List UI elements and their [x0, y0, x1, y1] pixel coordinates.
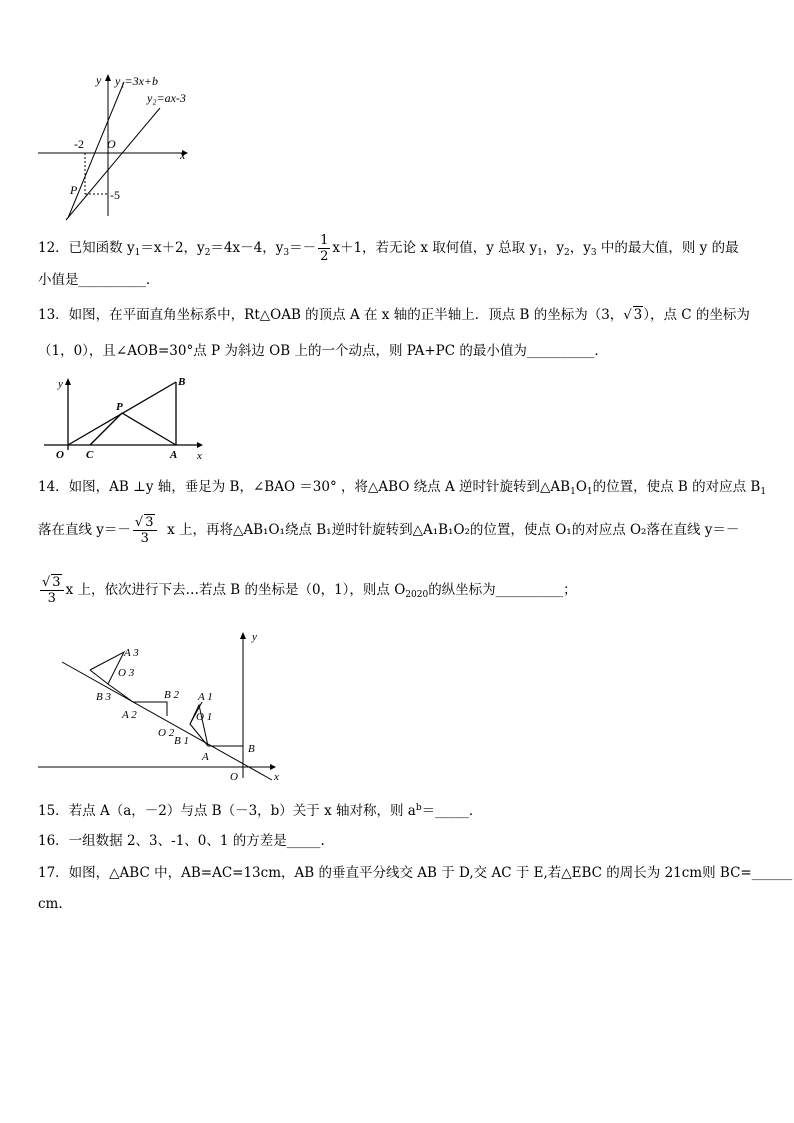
q14-frac2-den: 3: [47, 591, 56, 606]
q14-text-d: 落在直线 y＝－: [38, 522, 131, 538]
q14-text-c: 的位置，使点 B 的对应点 B: [592, 479, 761, 495]
q12-frac-den: 2: [320, 249, 329, 264]
q12-sub6: 3: [590, 248, 597, 258]
q12-sub4: 1: [537, 248, 543, 258]
label-line1: y₁=3x+b: [115, 74, 159, 88]
q14-sub4: 2020: [405, 590, 429, 600]
line-y2: [66, 108, 160, 220]
q14-text-b: O: [575, 479, 587, 495]
label-y: y: [58, 378, 63, 390]
question-12-line2: 小值是__________．: [38, 272, 160, 288]
x-axis-arrow: [270, 764, 276, 770]
question-14-line2: [38, 515, 739, 546]
q12-sep1: ，y: [542, 240, 564, 256]
q12-text-c: ＝4x－4，y: [210, 240, 284, 256]
question-13-line2: （1，0），且∠AOB=30°点 P 为斜边 OB 上的一个动点，则 PA+PC 的最小值为__________．: [38, 343, 608, 359]
label-x-axis: x: [180, 148, 186, 162]
triangle-a2b2o2: [133, 702, 167, 716]
q12-text-d: ＝－: [289, 240, 317, 256]
q12-text-f: 中的最大值，则 y 的最: [596, 240, 739, 256]
segment-pa: [122, 413, 176, 445]
label-line2: y₂=ax-3: [147, 91, 186, 105]
label-o3: O 3: [118, 667, 135, 679]
q15-text-b: ＝_____．: [421, 803, 483, 819]
sqrt-symbol: √: [623, 308, 632, 323]
y-axis-arrow: [105, 74, 111, 81]
label-a: A: [202, 751, 209, 763]
q12-sub2: 2: [204, 248, 211, 258]
question-14-line1: [38, 478, 766, 496]
label-o2: O 2: [158, 727, 175, 739]
label-a1: A 1: [198, 691, 213, 703]
x-axis-arrow: [197, 442, 203, 448]
label-o1: O 1: [196, 711, 213, 723]
q14-sub1: 1: [570, 487, 576, 497]
figure-rotation: [34, 628, 294, 788]
label-c: C: [86, 449, 94, 461]
label-a2: A 2: [122, 709, 137, 721]
question-17-line1: 17．如图，△ABC 中，AB=AC=13cm，AB 的垂直平分线交 AB 于 D,交 AC 于 E,若△EBC 的周长为 21cm则 BC=______: [38, 865, 793, 881]
q14-sub2: 1: [586, 487, 593, 497]
question-16: 16．一组数据 2、3、-1、0、1 的方差是_____.: [38, 833, 325, 849]
q13-text-b: ），点 C 的坐标为: [643, 307, 750, 323]
question-13-line1: [38, 306, 750, 325]
label-b1: B 1: [174, 735, 189, 747]
question-17-line2: cm.: [38, 896, 63, 912]
q14-text-a: 14．如图，AB ⊥y 轴，垂足为 B，∠BAO ＝30° ，将△ABO 绕点 A 逆时针旋转到△AB: [38, 479, 571, 495]
q12-text-a: 12．已知函数 y: [38, 240, 135, 256]
q12-sep2: ，y: [569, 240, 591, 256]
q12-sub5: 2: [563, 248, 570, 258]
q12-text-b: ＝x＋2，y: [140, 240, 205, 256]
label-b2: B 2: [164, 689, 179, 701]
y-axis-arrow: [65, 378, 71, 385]
label-x: x: [197, 450, 202, 462]
q14-frac1-den: 3: [140, 531, 149, 546]
q14-text-e: x 上，再将△AB₁O₁绕点 B₁逆时针旋转到△A₁B₁O₂的位置，使点 O₁的对应点 O₂落在直线 y＝－: [167, 522, 740, 538]
label-p: P: [70, 183, 78, 197]
q15-text-a: 15．若点 A（a，－2）与点 B（－3，b）关于 x 轴对称，则 a: [38, 803, 416, 819]
q14-fraction-1: [133, 515, 157, 546]
y-axis-arrow: [240, 632, 246, 639]
q13-text-a: 13．如图，在平面直角坐标系中，Rt△OAB 的顶点 A 在 x 轴的正半轴上．顶点 B 的坐标为（3，: [38, 307, 624, 323]
label-o: O: [230, 771, 238, 783]
question-12-line1: [38, 233, 739, 264]
q12-frac-num: 1: [320, 233, 329, 248]
q12-fraction: [318, 233, 330, 264]
label-o: O: [56, 449, 64, 461]
label-p: P: [116, 401, 123, 413]
q14-sub3: 1: [760, 487, 767, 497]
figure-linear-functions: [30, 66, 210, 226]
question-15: [38, 802, 482, 820]
slanted-line: [62, 662, 272, 780]
label-neg5: -5: [110, 188, 120, 202]
question-14-line3: [38, 575, 577, 606]
q14-text-f: x 上，依次进行下去…若点 B 的坐标是（0，1），则点 O: [65, 582, 406, 598]
label-a: A: [170, 449, 178, 461]
figure-triangle-oab: [40, 372, 210, 464]
q12-text-e: x＋1，若无论 x 取何值，y 总取 y: [332, 240, 538, 256]
q12-sub1: 1: [134, 248, 141, 258]
q12-sub3: 3: [283, 248, 290, 258]
q14-frac1-num: √ 3: [133, 515, 157, 531]
label-y: y: [252, 631, 257, 643]
q14-text-g: 的纵坐标为__________；: [428, 582, 577, 598]
label-y-axis: y: [96, 73, 102, 87]
segment-b3-o3: [108, 684, 133, 702]
q14-fraction-2: [40, 575, 64, 606]
label-b3: B 3: [96, 691, 111, 703]
label-x: x: [274, 771, 279, 783]
q13-sqrt-value: 3: [633, 307, 643, 323]
label-neg2: -2: [74, 137, 84, 151]
label-a3: A 3: [124, 647, 139, 659]
label-origin: O: [107, 137, 116, 151]
q15-sup: b: [415, 803, 422, 813]
label-b: B: [248, 743, 255, 755]
q14-frac2-num: √ 3: [40, 575, 64, 591]
label-b: B: [178, 376, 186, 388]
